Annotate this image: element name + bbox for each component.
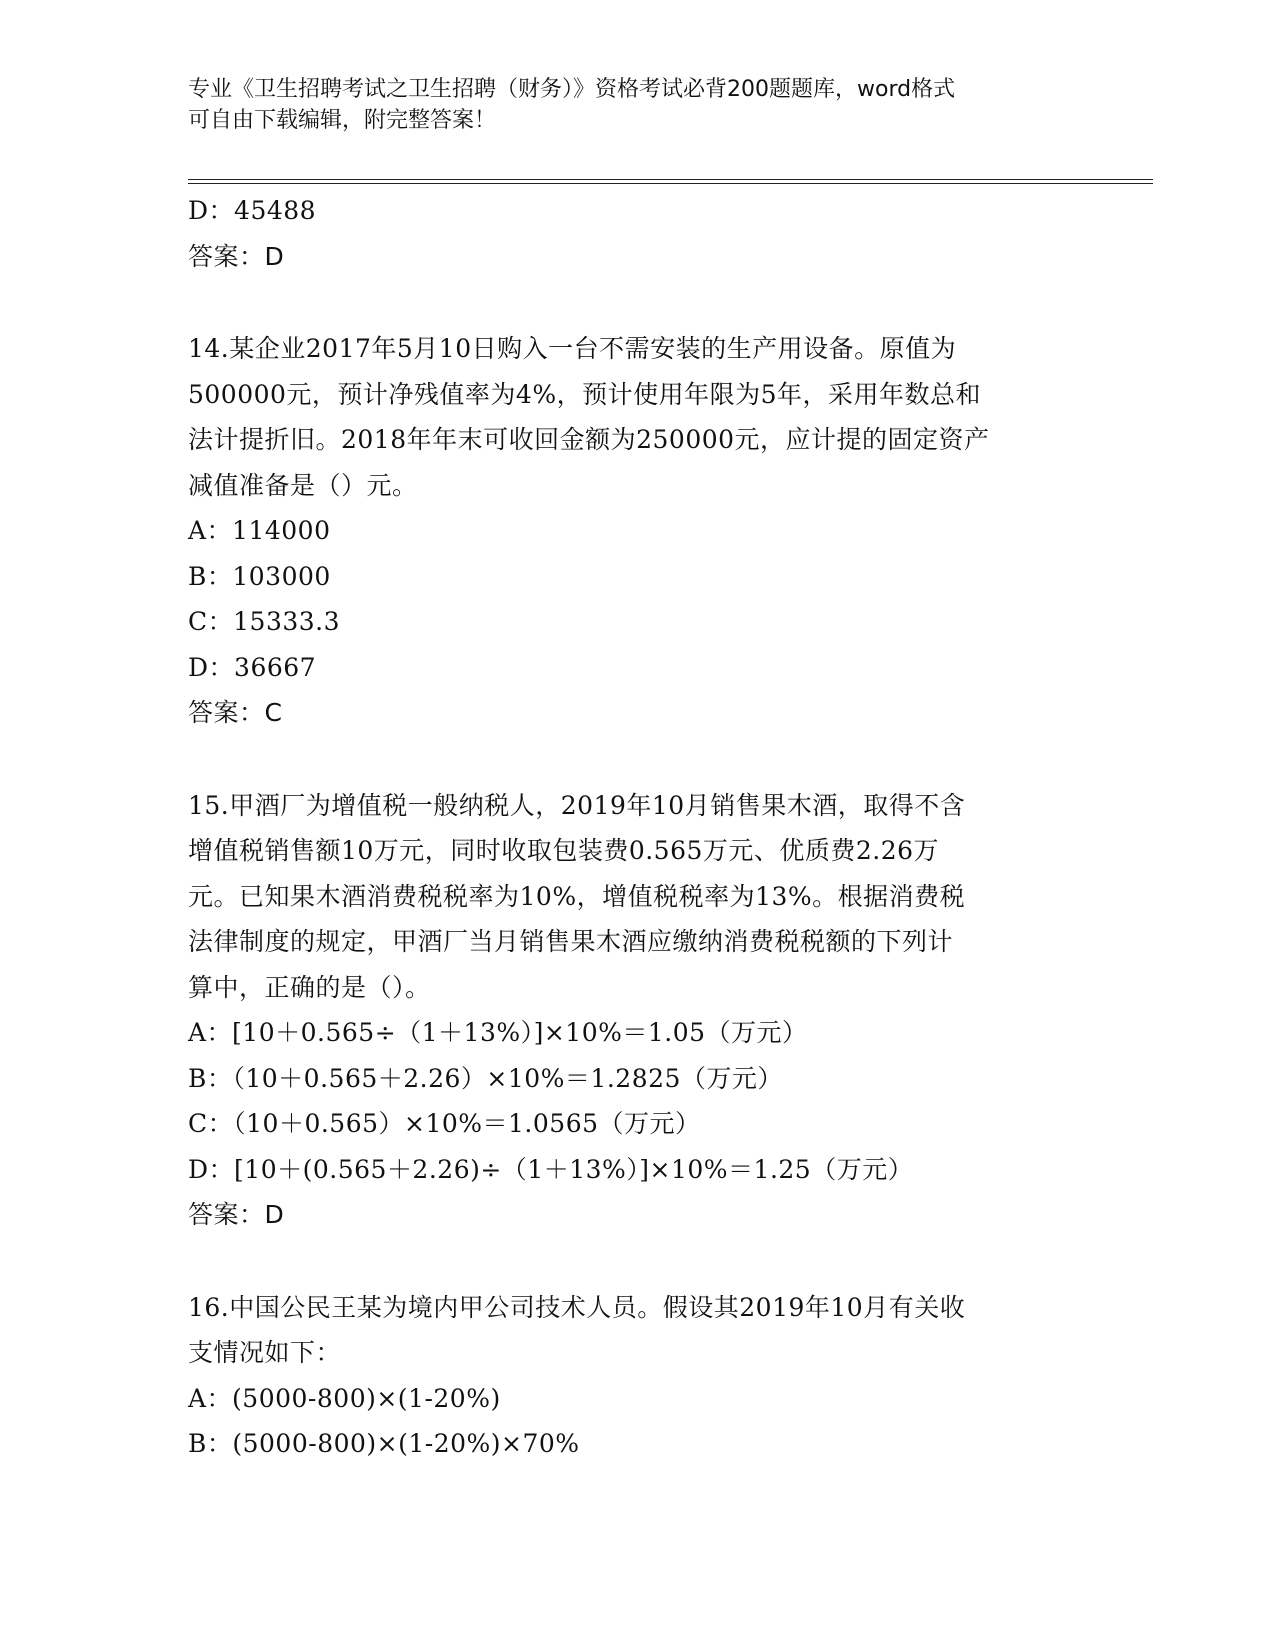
question-16-line: 16.中国公民王某为境内甲公司技术人员。假设其2019年10月有关收 bbox=[188, 1292, 966, 1322]
question-14-option-d: D：36667 bbox=[188, 652, 317, 682]
header-divider-bottom bbox=[188, 183, 1153, 184]
question-15-line: 元。已知果木酒消费税税率为10%，增值税税率为13%。根据消费税 bbox=[188, 881, 966, 911]
option-d-prev: D：45488 bbox=[188, 196, 317, 225]
question-15-answer: 答案：D bbox=[188, 1200, 285, 1229]
header-line-2: 可自由下载编辑，附完整答案！ bbox=[188, 108, 497, 133]
document-body bbox=[188, 188, 1088, 1467]
question-16 bbox=[188, 1285, 1088, 1467]
question-15-line: 算中，正确的是（）。 bbox=[188, 972, 431, 1002]
answer-prev: 答案：D bbox=[188, 241, 285, 271]
document-header bbox=[188, 74, 1068, 136]
question-16-option-b: B：(5000-800)×(1-20%)×70% bbox=[188, 1429, 580, 1458]
question-15-option-b: B：（10＋0.565＋2.26）×10%＝1.2825（万元） bbox=[188, 1063, 783, 1093]
question-14-answer: 答案：C bbox=[188, 698, 283, 727]
question-15-line: 增值税销售额10万元，同时收取包装费0.565万元、优质费2.26万 bbox=[188, 836, 940, 865]
question-16-line: 支情况如下： bbox=[188, 1338, 342, 1367]
header-divider-top bbox=[188, 179, 1153, 180]
question-14-line: 法计提折旧。2018年年末可收回金额为250000元，应计提的固定资产 bbox=[188, 425, 990, 454]
question-15-option-d: D：[10＋(0.565＋2.26)÷（1＋13%）]×10%＝1.25（万元） bbox=[188, 1154, 914, 1184]
question-16-option-a: A：(5000-800)×(1-20%) bbox=[188, 1383, 501, 1413]
question-14 bbox=[188, 326, 1088, 736]
question-15-line: 法律制度的规定，甲酒厂当月销售果木酒应缴纳消费税税额的下列计 bbox=[188, 927, 954, 956]
question-14-option-b: B：103000 bbox=[188, 561, 331, 591]
question-14-line: 14.某企业2017年5月10日购入一台不需安装的生产用设备。原值为 bbox=[188, 334, 957, 363]
question-15-line: 15.甲酒厂为增值税一般纳税人，2019年10月销售果木酒，取得不含 bbox=[188, 790, 966, 820]
question-14-option-c: C：15333.3 bbox=[188, 607, 341, 636]
question-15-option-a: A：[10＋0.565÷（1＋13%）]×10%＝1.05（万元） bbox=[188, 1018, 808, 1047]
question-15-option-c: C：（10＋0.565）×10%＝1.0565（万元） bbox=[188, 1109, 701, 1138]
header-line-1: 专业《卫生招聘考试之卫生招聘（财务）》资格考试必背200题题库，word格式 bbox=[188, 77, 956, 102]
question-14-line: 减值准备是（）元。 bbox=[188, 470, 418, 500]
question-14-line: 500000元，预计净残值率为4%，预计使用年限为5年，采用年数总和 bbox=[188, 379, 982, 409]
question-15 bbox=[188, 783, 1088, 1238]
question-14-option-a: A：114000 bbox=[188, 516, 331, 545]
